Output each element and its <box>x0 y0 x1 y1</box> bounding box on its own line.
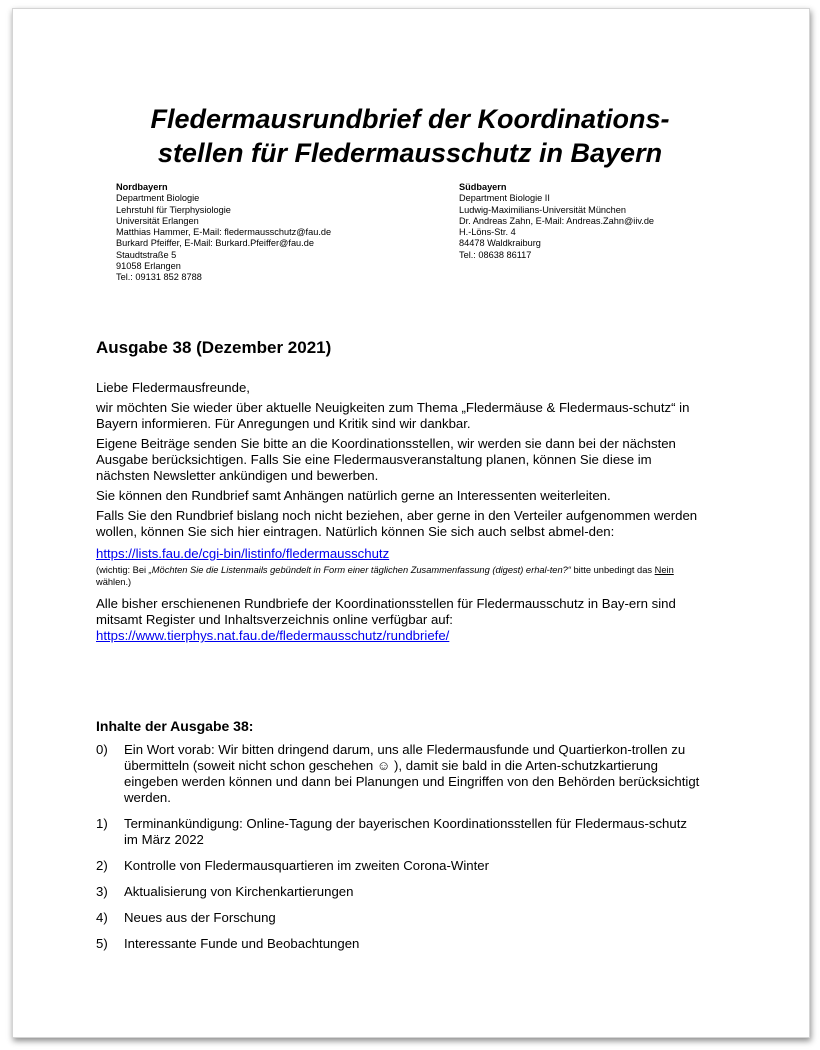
note-italic: „Möchten Sie die Listenmails gebündelt in Form einer täglichen Zusammenfassung (digest) erhal-ten?“ <box>148 565 571 575</box>
toc-item <box>96 858 700 874</box>
toc-item-text: Aktualisierung von Kirchenkartierungen <box>124 884 354 899</box>
title-line-1: Fledermausrundbrief der Koordinations- <box>150 104 670 134</box>
note-text: wählen.) <box>96 577 132 587</box>
contact-south-line: Ludwig-Maximilians-Universität München <box>459 204 626 215</box>
toc-item <box>96 816 700 848</box>
issue-heading: Ausgabe 38 (Dezember 2021) <box>96 338 332 357</box>
contact-south-heading: Südbayern <box>459 182 507 192</box>
contact-north-line: 91058 Erlangen <box>116 261 181 272</box>
toc-item-number: 1) <box>96 816 108 831</box>
contact-south <box>459 182 654 261</box>
paragraph-subscribe: Falls Sie den Rundbrief bislang noch nicht beziehen, aber gerne in den Verteiler aufgenommen werden wollen, können Sie sich hier eintragen. Natürlich können Sie sich auch selbst abmel-den: <box>96 508 698 539</box>
toc-item-text: Neues aus der Forschung <box>124 910 276 925</box>
contact-north-heading: Nordbayern <box>116 182 168 192</box>
toc-item-number: 0) <box>96 742 108 757</box>
contact-north-line: Burkard Pfeiffer, E-Mail: Burkard.Pfeiffer@fau.de <box>116 238 314 249</box>
body-text <box>96 380 704 644</box>
note-text: bitte unbedingt das <box>570 565 655 575</box>
toc-item-text: Terminankündigung: Online-Tagung der bayerischen Koordinationsstellen für Fledermaus-schutz im März 2022 <box>124 816 687 847</box>
paragraph-archive: Alle bisher erschienenen Rundbriefe der Koordinationsstellen für Fledermausschutz in Bay-ern sind mitsamt Register und Inhaltsverzeichnis online verfügbar auf: <box>96 596 676 627</box>
toc-item <box>96 742 700 806</box>
title-line-2: stellen für Fledermausschutz in Bayern <box>157 138 663 168</box>
document-title <box>0 102 820 170</box>
toc-item <box>96 910 700 926</box>
toc-item-number: 2) <box>96 858 108 873</box>
toc-item-number: 5) <box>96 936 108 951</box>
contact-south-line: Dr. Andreas Zahn, E-Mail: Andreas.Zahn@iiv.de <box>459 215 655 226</box>
contact-south-line: H.-Löns-Str. 4 <box>459 227 516 238</box>
toc-item-number: 4) <box>96 910 108 925</box>
contact-north-line: Lehrstuhl für Tierphysiologie <box>116 204 231 215</box>
toc-item-text: Kontrolle von Fledermausquartieren im zweiten Corona-Winter <box>124 858 490 873</box>
note-text: (wichtig: Bei <box>96 565 149 575</box>
toc-list <box>96 742 700 962</box>
toc-item-number: 3) <box>96 884 108 899</box>
contact-south-line: Tel.: 08638 86117 <box>459 249 532 260</box>
contact-north-line: Universität Erlangen <box>116 215 199 226</box>
digest-note <box>96 564 704 588</box>
toc-item <box>96 884 700 900</box>
contact-south-line: Department Biologie II <box>459 193 550 204</box>
archive-link[interactable]: https://www.tierphys.nat.fau.de/fledermausschutz/rundbriefe/ <box>96 628 450 643</box>
contact-north-line: Department Biologie <box>116 193 200 204</box>
contact-north-line: Tel.: 09131 852 8788 <box>116 272 202 283</box>
paragraph-intro: wir möchten Sie wieder über aktuelle Neuigkeiten zum Thema „Fledermäuse & Fledermaus-schutz“ in Bayern informieren. Für Anregungen und Kritik sind wir dankbar. <box>96 400 690 431</box>
note-nein: Nein <box>654 565 674 575</box>
greeting: Liebe Fledermausfreunde, <box>96 380 250 395</box>
contact-north <box>116 182 331 284</box>
toc-title: Inhalte der Ausgabe 38: <box>96 718 254 734</box>
contact-north-line: Matthias Hammer, E-Mail: fledermausschutz@fau.de <box>116 227 332 238</box>
contact-north-line: Staudtstraße 5 <box>116 249 177 260</box>
toc-item-text: Ein Wort vorab: Wir bitten dringend darum, uns alle Fledermausfunde und Quartierkon-trollen zu übermitteln (soweit nicht schon geschehen ☺ ), damit sie bald in die Arten-schutzkartierung eingeben werden können und dann bei Planungen und Eingriffen von den Behörden berücksichtigt werden. <box>124 742 700 805</box>
paragraph-forwarding: Sie können den Rundbrief samt Anhängen natürlich gerne an Interessenten weiterleiten. <box>96 488 611 503</box>
toc-item-text: Interessante Funde und Beobachtungen <box>124 936 360 951</box>
contact-south-line: 84478 Waldkraiburg <box>459 238 541 249</box>
paragraph-contributions: Eigene Beiträge senden Sie bitte an die Koordinationsstellen, wir werden sie dann bei der nächsten Ausgabe berücksichtigen. Falls Sie eine Fledermausveranstaltung planen, können Sie diese im nächsten Newsletter ankündigen und bewerben. <box>96 436 676 483</box>
listinfo-link[interactable]: https://lists.fau.de/cgi-bin/listinfo/fledermausschutz <box>96 546 390 561</box>
toc-item <box>96 936 700 952</box>
